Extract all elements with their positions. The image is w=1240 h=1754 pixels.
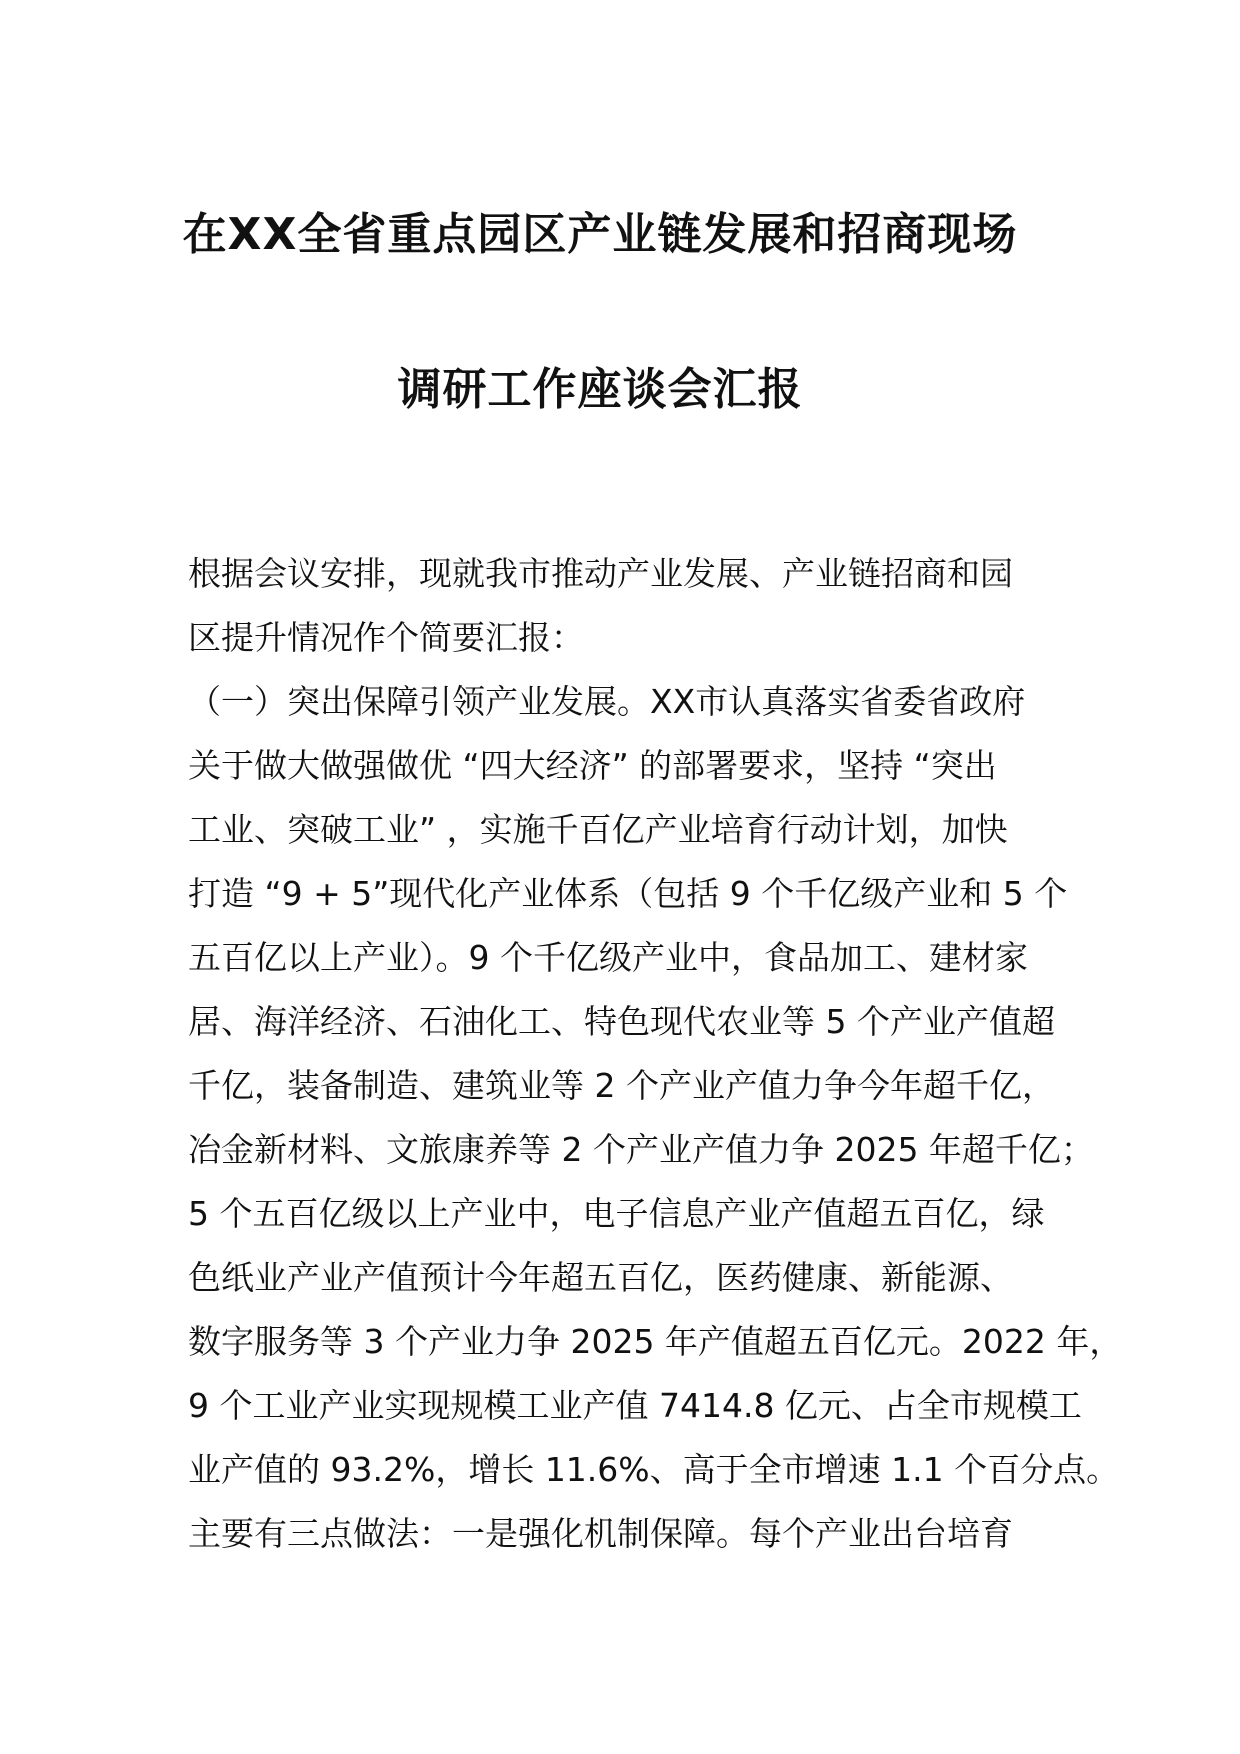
body-line: 数字服务等 3 个产业力争 2025 年产值超五百亿元。2022 年， xyxy=(188,1322,1123,1361)
body-line: 关于做大做强做优 “四大经济” 的部署要求，坚持 “突出 xyxy=(188,746,997,785)
body-line: 五百亿以上产业）。9 个千亿级产业中，食品加工、建材家 xyxy=(188,938,1028,977)
body-line: 5 个五百亿级以上产业中，电子信息产业产值超五百亿，绿 xyxy=(188,1194,1045,1233)
body-line: 主要有三点做法：一是强化机制保障。每个产业出台培育 xyxy=(188,1514,1013,1553)
document-title-line-1: 在XX全省重点园区产业链发展和招商现场 xyxy=(182,209,1018,260)
body-line: 区提升情况作个简要汇报： xyxy=(188,618,584,657)
body-line: 根据会议安排，现就我市推动产业发展、产业链招商和园 xyxy=(188,554,1013,593)
body-line: 打造 “9 + 5”现代化产业体系（包括 9 个千亿级产业和 5 个 xyxy=(188,874,1068,913)
body-line: 色纸业产业产值预计今年超五百亿，医药健康、新能源、 xyxy=(188,1258,1013,1297)
body-line: 工业、突破工业” ，实施千百亿产业培育行动计划，加快 xyxy=(188,810,1008,849)
body-line: 冶金新材料、文旅康养等 2 个产业产值力争 2025 年超千亿； xyxy=(188,1130,1094,1169)
document-title-line-2: 调研工作座谈会汇报 xyxy=(397,364,803,415)
body-line: 居、海洋经济、石油化工、特色现代农业等 5 个产业产值超 xyxy=(188,1002,1055,1041)
body-line: 业产值的 93.2%，增长 11.6%、高于全市增速 1.1 个百分点。 xyxy=(188,1450,1120,1489)
body-line: 千亿，装备制造、建筑业等 2 个产业产值力争今年超千亿， xyxy=(188,1066,1055,1105)
body-line: （一）突出保障引领产业发展。XX市认真落实省委省政府 xyxy=(188,682,1026,721)
body-line: 9 个工业产业实现规模工业产值 7414.8 亿元、占全市规模工 xyxy=(188,1386,1082,1425)
